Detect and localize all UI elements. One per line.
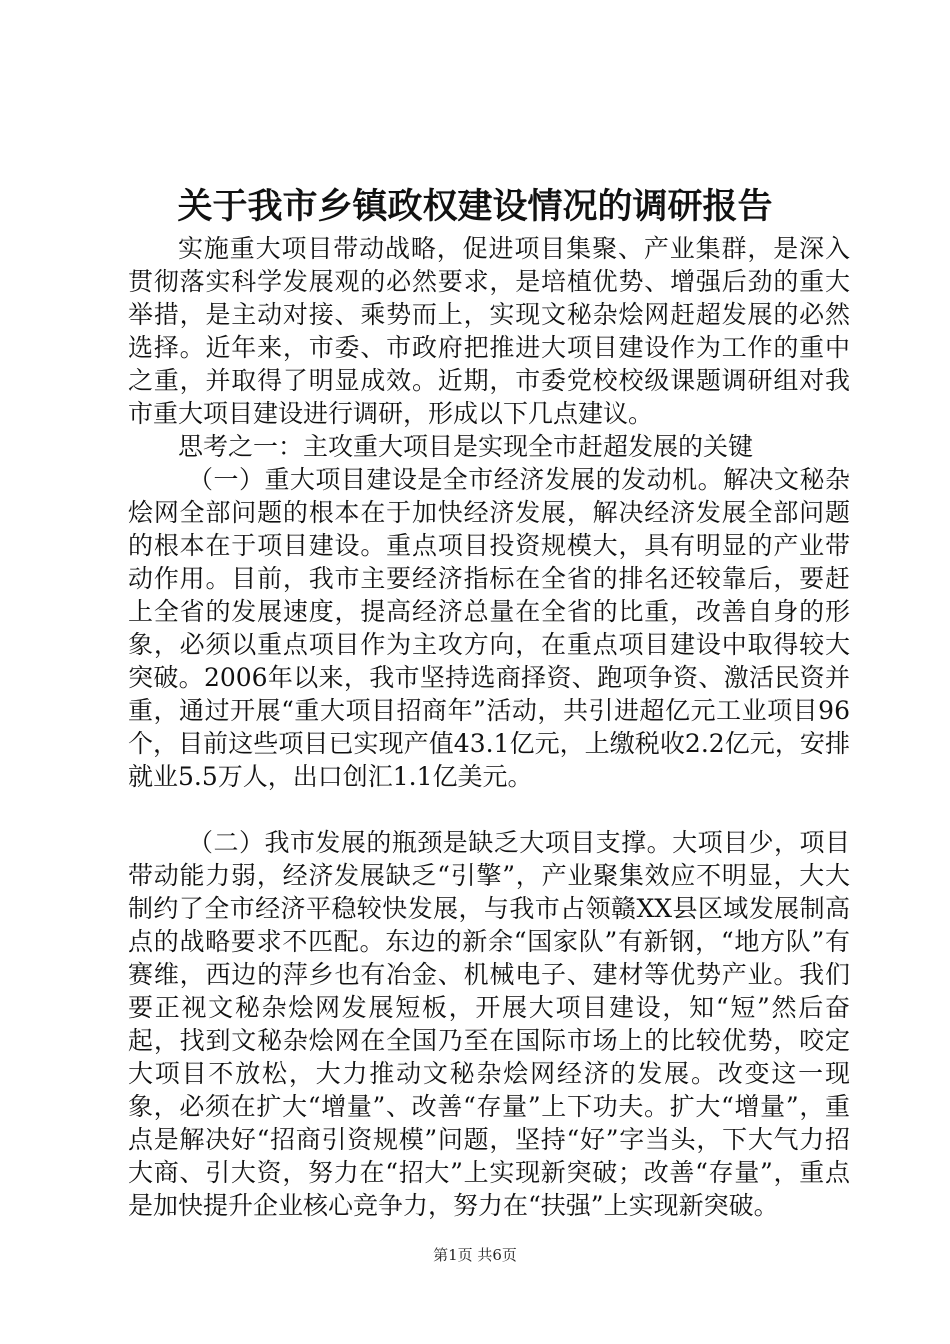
document-title: 关于我市乡镇政权建设情况的调研报告 bbox=[177, 186, 773, 227]
page-number: 第1页 共6页 bbox=[433, 1246, 517, 1264]
paragraph-intro: 实施重大项目带动战略，促进项目集聚、产业集群，是深入贯彻落实科学发展观的必然要求，是培植优势、增强后劲的重大举措，是主动对接、乘势而上，实现文秘杂烩网赶超发展的必然选择。近年来，市委、市政府把推进大项目建设作为工作的重中之重，并取得了明显成效。近期，市委党校校级课题调研组对我市重大项目建设进行调研，形成以下几点建议。 bbox=[128, 234, 850, 428]
section-heading: 思考之一：主攻重大项目是实现全市赶超发展的关键 bbox=[178, 432, 754, 461]
paragraph-point-2: （二）我市发展的瓶颈是缺乏大项目支撑。大项目少，项目带动能力弱，经济发展缺乏“引擎”，产业聚集效应不明显，大大制约了全市经济平稳较快发展，与我市占领赣XX县区域发展制高点的战略要求不匹配。东边的新余“国家队”有新钢，“地方队”有赛维，西边的萍乡也有冶金、机械电子、建材等优势产业。我们要正视文秘杂烩网发展短板，开展大项目建设，知“短”然后奋起，找到文秘杂烩网在全国乃至在国际市场上的比较优势，咬定大项目不放松，大力推动文秘杂烩网经济的发展。改变这一现象，必须在扩大“增量”、改善“存量”上下功夫。扩大“增量”，重点是解决好“招商引资规模”问题，坚持“好”字当头，下大气力招大商、引大资，努力在“招大”上实现新突破；改善“存量”，重点是加快提升企业核心竞争力，努力在“扶强”上实现新突破。 bbox=[128, 828, 850, 1220]
document-body bbox=[128, 232, 850, 1222]
paragraph-point-1: （一）重大项目建设是全市经济发展的发动机。解决文秘杂烩网全部问题的根本在于加快经济发展，解决经济发展全部问题的根本在于项目建设。重点项目投资规模大，具有明显的产业带动作用。目前，我市主要经济指标在全省的排名还较靠后，要赶上全省的发展速度，提高经济总量在全省的比重，改善自身的形象，必须以重点项目作为主攻方向，在重点项目建设中取得较大突破。2006年以来，我市坚持选商择资、跑项争资、激活民资并重，通过开展“重大项目招商年”活动，共引进超亿元工业项目96个，目前这些项目已实现产值43.1亿元，上缴税收2.2亿元，安排就业5.5万人，出口创汇1.1亿美元。 bbox=[128, 465, 850, 791]
